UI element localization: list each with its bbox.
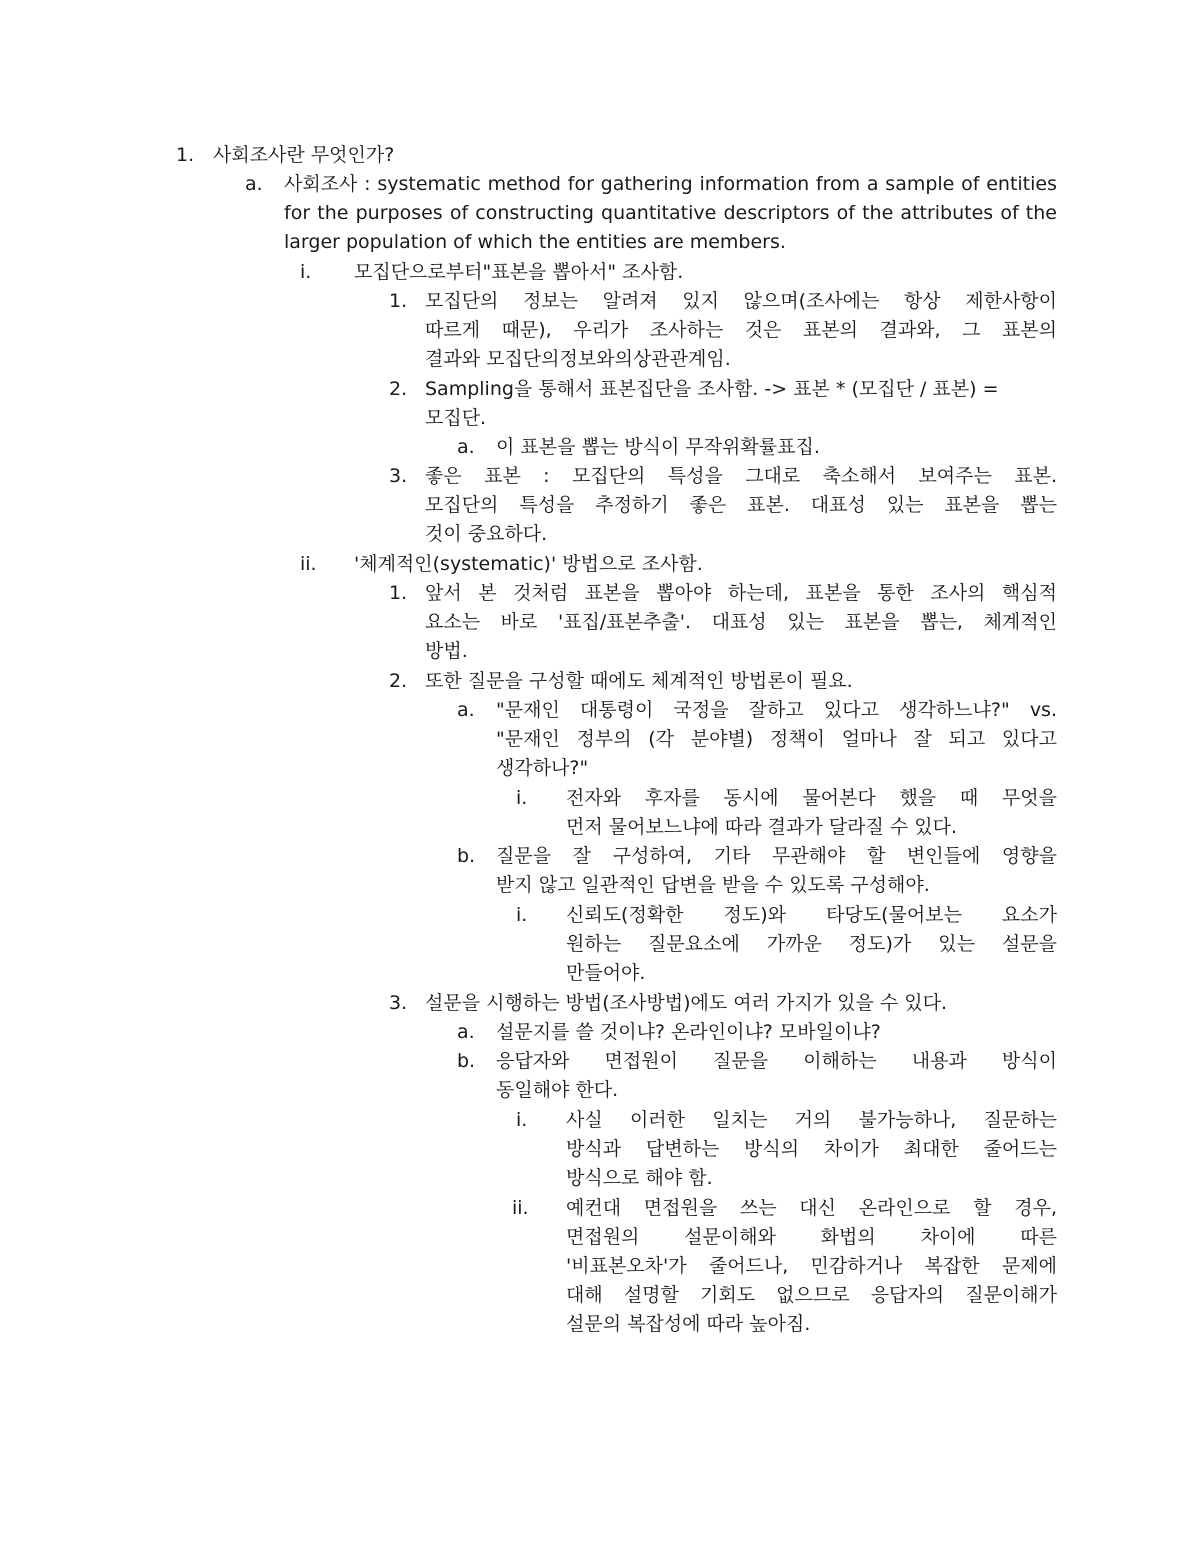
list-marker: a. — [457, 1021, 475, 1043]
list-item-text: 신뢰도(정확한 정도)와 타당도(물어보는 요소가 — [566, 904, 1057, 926]
list-marker: 1. — [389, 582, 408, 604]
list-item-text: 좋은 표본 : 모집단의 특성을 그대로 축소해서 보여주는 표본. — [425, 465, 1057, 487]
list-item-text: for the purposes of constructing quantitative descriptors of the attributes of the — [284, 202, 1057, 224]
list-item-level6 — [0, 784, 1200, 813]
list-item-text: "문재인 대통령이 국정을 잘하고 있다고 생각하느냐?" vs. — [496, 699, 1057, 721]
list-item-continuation — [0, 637, 1200, 666]
list-item-text: 원하는 질문요소에 가까운 정도)가 있는 설문을 — [566, 933, 1057, 955]
list-item-continuation — [0, 1076, 1200, 1105]
list-item-text: 방식과 답변하는 방식의 차이가 최대한 줄어드는 — [566, 1138, 1057, 1160]
list-item-text: 설문의 복잡성에 따라 높아짐. — [566, 1313, 811, 1335]
list-item-continuation — [0, 813, 1200, 842]
list-marker: ii. — [300, 553, 317, 575]
list-marker: 1. — [389, 290, 408, 312]
list-item-text: 따르게 때문), 우리가 조사하는 것은 표본의 결과와, 그 표본의 — [425, 319, 1057, 341]
list-item-text: '비표본오차'가 줄어드나, 민감하거나 복잡한 문제에 — [566, 1255, 1057, 1277]
list-item-continuation — [0, 404, 1200, 433]
list-item-continuation — [0, 316, 1200, 345]
list-item-level6 — [0, 1106, 1200, 1135]
list-item-text: 만들어야. — [566, 962, 646, 984]
list-item-level5 — [0, 696, 1200, 725]
list-item-level4 — [0, 667, 1200, 696]
list-marker: 2. — [389, 670, 408, 692]
list-item-continuation — [0, 491, 1200, 520]
list-item-text: 받지 않고 일관적인 답변을 받을 수 있도록 구성해야. — [496, 874, 930, 896]
list-marker: i. — [300, 261, 312, 283]
list-item-continuation — [0, 608, 1200, 637]
list-item-text: 예컨대 면접원을 쓰는 대신 온라인으로 할 경우, — [566, 1197, 1057, 1219]
list-item-text: 설문지를 쓸 것이냐? 온라인이냐? 모바일이냐? — [496, 1021, 881, 1043]
list-marker: i. — [516, 787, 528, 809]
list-item-level5 — [0, 1018, 1200, 1047]
list-item-text: larger population of which the entities are members. — [284, 231, 786, 253]
list-item-text: 동일해야 한다. — [496, 1079, 619, 1101]
list-item-level5 — [0, 433, 1200, 462]
list-item-continuation — [0, 871, 1200, 900]
list-item-continuation — [0, 1164, 1200, 1193]
list-item-level6 — [0, 901, 1200, 930]
list-item-text: 대해 설명할 기회도 없으므로 응답자의 질문이해가 — [566, 1284, 1057, 1306]
list-item-text: 생각하나?" — [496, 757, 589, 779]
list-item-continuation — [0, 345, 1200, 374]
list-marker: b. — [457, 1050, 476, 1072]
list-item-text: 응답자와 면접원이 질문을 이해하는 내용과 방식이 — [496, 1050, 1057, 1072]
list-item-continuation — [0, 1281, 1200, 1310]
list-marker: 3. — [389, 992, 408, 1014]
list-item-text: 또한 질문을 구성할 때에도 체계적인 방법론이 필요. — [425, 670, 853, 692]
list-item-level3 — [0, 550, 1200, 579]
list-item-level4 — [0, 375, 1200, 404]
list-item-continuation — [0, 754, 1200, 783]
list-item-level5 — [0, 1047, 1200, 1076]
list-item-text: 사회조사란 무엇인가? — [213, 144, 395, 166]
list-marker: 2. — [389, 378, 408, 400]
list-item-text: 요소는 바로 '표집/표본추출'. 대표성 있는 표본을 뽑는, 체계적인 — [425, 611, 1057, 633]
list-item-text: 모집단의 정보는 알려져 있지 않으며(조사에는 항상 제한사항이 — [425, 290, 1057, 312]
list-item-text: 방식으로 해야 함. — [566, 1167, 713, 1189]
list-item-continuation — [0, 1252, 1200, 1281]
list-item-text: 사실 이러한 일치는 거의 불가능하나, 질문하는 — [566, 1109, 1057, 1131]
list-item-text: 설문을 시행하는 방법(조사방법)에도 여러 가지가 있을 수 있다. — [425, 992, 947, 1014]
list-item-text: 방법. — [425, 640, 468, 662]
list-marker: 3. — [389, 465, 408, 487]
list-item-text: 것이 중요하다. — [425, 523, 548, 545]
list-item-text: 먼저 물어보느냐에 따라 결과가 달라질 수 있다. — [566, 816, 958, 838]
list-marker: i. — [516, 1109, 528, 1131]
list-item-continuation — [0, 1135, 1200, 1164]
list-item-text: 모집단으로부터"표본을 뽑아서" 조사함. — [354, 261, 684, 283]
list-item-continuation — [0, 228, 1200, 257]
list-item-text: 결과와 모집단의정보와의상관관계임. — [425, 348, 731, 370]
list-marker: i. — [516, 904, 528, 926]
list-item-text: 모집단. — [425, 407, 487, 429]
list-item-text: 질문을 잘 구성하여, 기타 무관해야 할 변인들에 영향을 — [496, 845, 1057, 867]
list-item-text: 이 표본을 뽑는 방식이 무작위확률표집. — [496, 436, 820, 458]
list-marker: a. — [457, 436, 475, 458]
list-item-level1 — [0, 141, 1200, 170]
list-item-continuation — [0, 725, 1200, 754]
list-item-level3 — [0, 258, 1200, 287]
list-marker: a. — [245, 173, 263, 195]
list-item-level6 — [0, 1194, 1200, 1223]
list-item-text: 앞서 본 것처럼 표본을 뽑아야 하는데, 표본을 통한 조사의 핵심적 — [425, 582, 1057, 604]
list-item-text: 사회조사 : systematic method for gathering information from a sample of entities — [284, 173, 1057, 195]
list-item-level2 — [0, 170, 1200, 199]
list-item-continuation — [0, 930, 1200, 959]
list-item-continuation — [0, 199, 1200, 228]
list-item-text: "문재인 정부의 (각 분야별) 정책이 얼마나 잘 되고 있다고 — [496, 728, 1057, 750]
list-marker: ii. — [512, 1197, 529, 1219]
list-item-continuation — [0, 959, 1200, 988]
list-item-level4 — [0, 579, 1200, 608]
list-item-text: Sampling을 통해서 표본집단을 조사함. -> 표본 * (모집단 / 표본) = — [425, 378, 999, 400]
list-item-continuation — [0, 520, 1200, 549]
list-item-text: 모집단의 특성을 추정하기 좋은 표본. 대표성 있는 표본을 뽑는 — [425, 494, 1057, 516]
list-item-level4 — [0, 287, 1200, 316]
list-item-text: 면접원의 설문이해와 화법의 차이에 따른 — [566, 1226, 1057, 1248]
list-marker: 1. — [176, 144, 195, 166]
list-marker: a. — [457, 699, 475, 721]
list-item-text: 전자와 후자를 동시에 물어본다 했을 때 무엇을 — [566, 787, 1057, 809]
list-marker: b. — [457, 845, 476, 867]
list-item-continuation — [0, 1310, 1200, 1339]
list-item-text: '체계적인(systematic)' 방법으로 조사함. — [354, 553, 703, 575]
list-item-level4 — [0, 462, 1200, 491]
list-item-level4 — [0, 989, 1200, 1018]
list-item-level5 — [0, 842, 1200, 871]
list-item-continuation — [0, 1223, 1200, 1252]
